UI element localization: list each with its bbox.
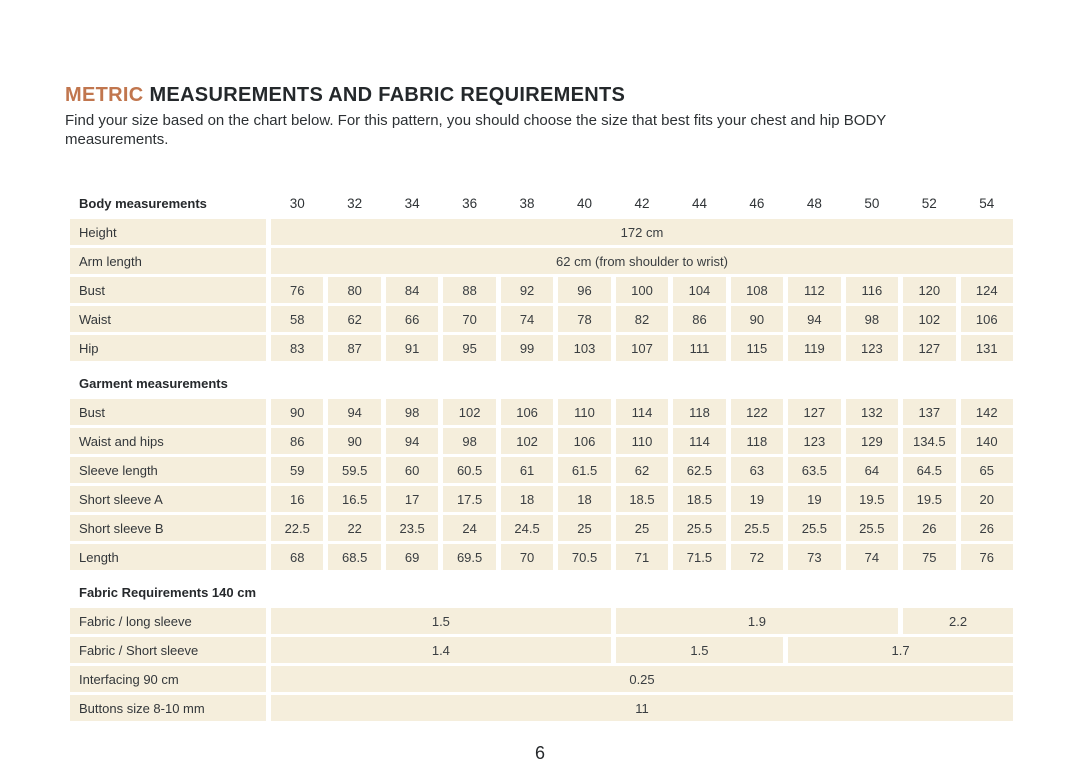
row-label: Hip [70, 335, 266, 361]
table-header-label: Body measurements [79, 195, 207, 211]
table-cell: 116 [846, 277, 898, 303]
table-cell: 94 [788, 306, 840, 332]
table-cell: 102 [903, 306, 955, 332]
table-cell: 108 [731, 277, 783, 303]
table-cell: 24.5 [501, 515, 553, 541]
table-cell: 76 [961, 544, 1013, 570]
table-cell: 25.5 [846, 515, 898, 541]
table-cell: 112 [788, 277, 840, 303]
merged-table-cell: 1.5 [616, 637, 783, 663]
table-cell: 123 [846, 335, 898, 361]
table-cell: 75 [903, 544, 955, 570]
size-column-header: 50 [864, 195, 880, 211]
page-number: 6 [534, 743, 545, 763]
table-cell: 16 [271, 486, 323, 512]
merged-table-cell: 1.5 [271, 608, 611, 634]
table-cell: 124 [961, 277, 1013, 303]
merged-table-cell: 1.7 [788, 637, 1013, 663]
table-cell: 70.5 [558, 544, 610, 570]
table-cell: 19.5 [903, 486, 955, 512]
table-cell: 110 [558, 399, 610, 425]
row-label: Length [70, 544, 266, 570]
table-cell: 86 [673, 306, 725, 332]
table-row [70, 335, 1013, 361]
table-cell: 134.5 [903, 428, 955, 454]
table-cell: 90 [271, 399, 323, 425]
table-row [70, 637, 1013, 663]
table-cell: 74 [501, 306, 553, 332]
table-cell: 91 [386, 335, 438, 361]
table-cell: 24 [443, 515, 495, 541]
table-cell: 76 [271, 277, 323, 303]
table-cell: 118 [673, 399, 725, 425]
table-cell: 19 [788, 486, 840, 512]
table-row [70, 695, 1013, 721]
table-cell: 18 [501, 486, 553, 512]
merged-table-cell: 0.25 [271, 666, 1013, 692]
table-cell: 70 [501, 544, 553, 570]
table-cell: 64.5 [903, 457, 955, 483]
size-column-header: 44 [691, 195, 707, 211]
page-title-accent: METRIC [65, 84, 144, 106]
table-cell: 60.5 [443, 457, 495, 483]
table-row [70, 399, 1013, 425]
page-title-rest: MEASUREMENTS AND FABRIC REQUIREMENTS [149, 84, 626, 106]
table-cell: 106 [558, 428, 610, 454]
table-cell: 99 [501, 335, 553, 361]
table-cell: 111 [673, 335, 725, 361]
table-cell: 19.5 [846, 486, 898, 512]
table-cell: 131 [961, 335, 1013, 361]
row-label: Sleeve length [70, 457, 266, 483]
table-cell: 90 [731, 306, 783, 332]
table-cell: 73 [788, 544, 840, 570]
merged-table-cell: 172 cm [271, 219, 1013, 245]
table-cell: 106 [961, 306, 1013, 332]
table-cell: 26 [961, 515, 1013, 541]
table-cell: 127 [788, 399, 840, 425]
table-row [70, 219, 1013, 245]
table-cell: 110 [616, 428, 668, 454]
table-cell: 95 [443, 335, 495, 361]
table-cell: 64 [846, 457, 898, 483]
table-row [70, 457, 1013, 483]
table-cell: 100 [616, 277, 668, 303]
size-column-header: 30 [289, 195, 305, 211]
section-heading: Garment measurements [79, 375, 228, 391]
table-cell: 98 [443, 428, 495, 454]
row-label: Height [70, 219, 266, 245]
table-cell: 22 [328, 515, 380, 541]
table-cell: 25.5 [788, 515, 840, 541]
table-cell: 129 [846, 428, 898, 454]
row-label: Fabric / Short sleeve [70, 637, 266, 663]
section-heading: Fabric Requirements 140 cm [79, 584, 257, 600]
table-cell: 63 [731, 457, 783, 483]
table-cell: 104 [673, 277, 725, 303]
table-cell: 96 [558, 277, 610, 303]
table-cell: 61.5 [558, 457, 610, 483]
table-cell: 62 [616, 457, 668, 483]
table-cell: 103 [558, 335, 610, 361]
table-cell: 84 [386, 277, 438, 303]
table-row [70, 306, 1013, 332]
table-cell: 106 [501, 399, 553, 425]
table-cell: 16.5 [328, 486, 380, 512]
table-cell: 102 [501, 428, 553, 454]
table-cell: 61 [501, 457, 553, 483]
size-column-header: 52 [921, 195, 937, 211]
size-column-header: 42 [634, 195, 650, 211]
table-cell: 62 [328, 306, 380, 332]
table-row [70, 666, 1013, 692]
table-cell: 71.5 [673, 544, 725, 570]
size-column-header: 46 [749, 195, 765, 211]
table-cell: 26 [903, 515, 955, 541]
table-cell: 60 [386, 457, 438, 483]
measurements-table [70, 190, 1013, 721]
size-column-header: 40 [577, 195, 593, 211]
table-row [70, 544, 1013, 570]
table-cell: 94 [328, 399, 380, 425]
table-cell: 98 [386, 399, 438, 425]
table-cell: 69.5 [443, 544, 495, 570]
table-cell: 98 [846, 306, 898, 332]
section-header-row [70, 370, 1013, 396]
table-cell: 94 [386, 428, 438, 454]
size-column-header: 54 [979, 195, 995, 211]
table-cell: 142 [961, 399, 1013, 425]
table-row [70, 608, 1013, 634]
table-cell: 90 [328, 428, 380, 454]
table-cell: 140 [961, 428, 1013, 454]
table-cell: 68 [271, 544, 323, 570]
table-cell: 70 [443, 306, 495, 332]
table-row [70, 515, 1013, 541]
table-cell: 132 [846, 399, 898, 425]
table-cell: 102 [443, 399, 495, 425]
table-cell: 88 [443, 277, 495, 303]
table-cell: 59 [271, 457, 323, 483]
table-cell: 120 [903, 277, 955, 303]
table-row [70, 248, 1013, 274]
table-cell: 137 [903, 399, 955, 425]
table-cell: 68.5 [328, 544, 380, 570]
row-label: Short sleeve A [70, 486, 266, 512]
table-cell: 87 [328, 335, 380, 361]
merged-table-cell: 1.9 [616, 608, 898, 634]
row-label: Bust [70, 277, 266, 303]
table-cell: 86 [271, 428, 323, 454]
table-cell: 59.5 [328, 457, 380, 483]
table-row [70, 428, 1013, 454]
row-label: Waist and hips [70, 428, 266, 454]
table-cell: 92 [501, 277, 553, 303]
table-cell: 62.5 [673, 457, 725, 483]
intro-text: Find your size based on the chart below. For this pattern, you should choose the size that best fits your chest and hip BODY measurements. [65, 112, 887, 148]
merged-table-cell: 2.2 [903, 608, 1013, 634]
table-cell: 80 [328, 277, 380, 303]
size-column-header: 48 [806, 195, 822, 211]
table-cell: 118 [731, 428, 783, 454]
table-cell: 18 [558, 486, 610, 512]
table-cell: 25.5 [673, 515, 725, 541]
table-cell: 18.5 [616, 486, 668, 512]
row-label: Waist [70, 306, 266, 332]
table-cell: 25 [558, 515, 610, 541]
table-cell: 17.5 [443, 486, 495, 512]
table-cell: 63.5 [788, 457, 840, 483]
table-cell: 114 [673, 428, 725, 454]
section-header-row [70, 579, 1013, 605]
table-cell: 23.5 [386, 515, 438, 541]
table-cell: 18.5 [673, 486, 725, 512]
table-cell: 22.5 [271, 515, 323, 541]
table-row [70, 277, 1013, 303]
table-cell: 74 [846, 544, 898, 570]
table-cell: 119 [788, 335, 840, 361]
merged-table-cell: 62 cm (from shoulder to wrist) [271, 248, 1013, 274]
size-column-header: 36 [462, 195, 478, 211]
table-cell: 72 [731, 544, 783, 570]
merged-table-cell: 11 [271, 695, 1013, 721]
table-cell: 25 [616, 515, 668, 541]
table-cell: 114 [616, 399, 668, 425]
table-cell: 127 [903, 335, 955, 361]
size-column-header: 32 [347, 195, 363, 211]
table-row [70, 486, 1013, 512]
table-cell: 19 [731, 486, 783, 512]
size-column-header: 34 [404, 195, 420, 211]
row-label: Fabric / long sleeve [70, 608, 266, 634]
table-cell: 71 [616, 544, 668, 570]
table-cell: 58 [271, 306, 323, 332]
row-label: Bust [70, 399, 266, 425]
row-label: Arm length [70, 248, 266, 274]
table-cell: 20 [961, 486, 1013, 512]
page-title [65, 84, 1015, 106]
size-column-header: 38 [519, 195, 535, 211]
row-label: Short sleeve B [70, 515, 266, 541]
table-cell: 69 [386, 544, 438, 570]
table-cell: 25.5 [731, 515, 783, 541]
table-cell: 65 [961, 457, 1013, 483]
table-cell: 107 [616, 335, 668, 361]
table-header-row [70, 190, 1013, 216]
table-cell: 17 [386, 486, 438, 512]
table-cell: 115 [731, 335, 783, 361]
table-cell: 83 [271, 335, 323, 361]
table-cell: 122 [731, 399, 783, 425]
table-cell: 78 [558, 306, 610, 332]
table-cell: 82 [616, 306, 668, 332]
row-label: Interfacing 90 cm [70, 666, 266, 692]
table-cell: 123 [788, 428, 840, 454]
merged-table-cell: 1.4 [271, 637, 611, 663]
table-cell: 66 [386, 306, 438, 332]
row-label: Buttons size 8-10 mm [70, 695, 266, 721]
